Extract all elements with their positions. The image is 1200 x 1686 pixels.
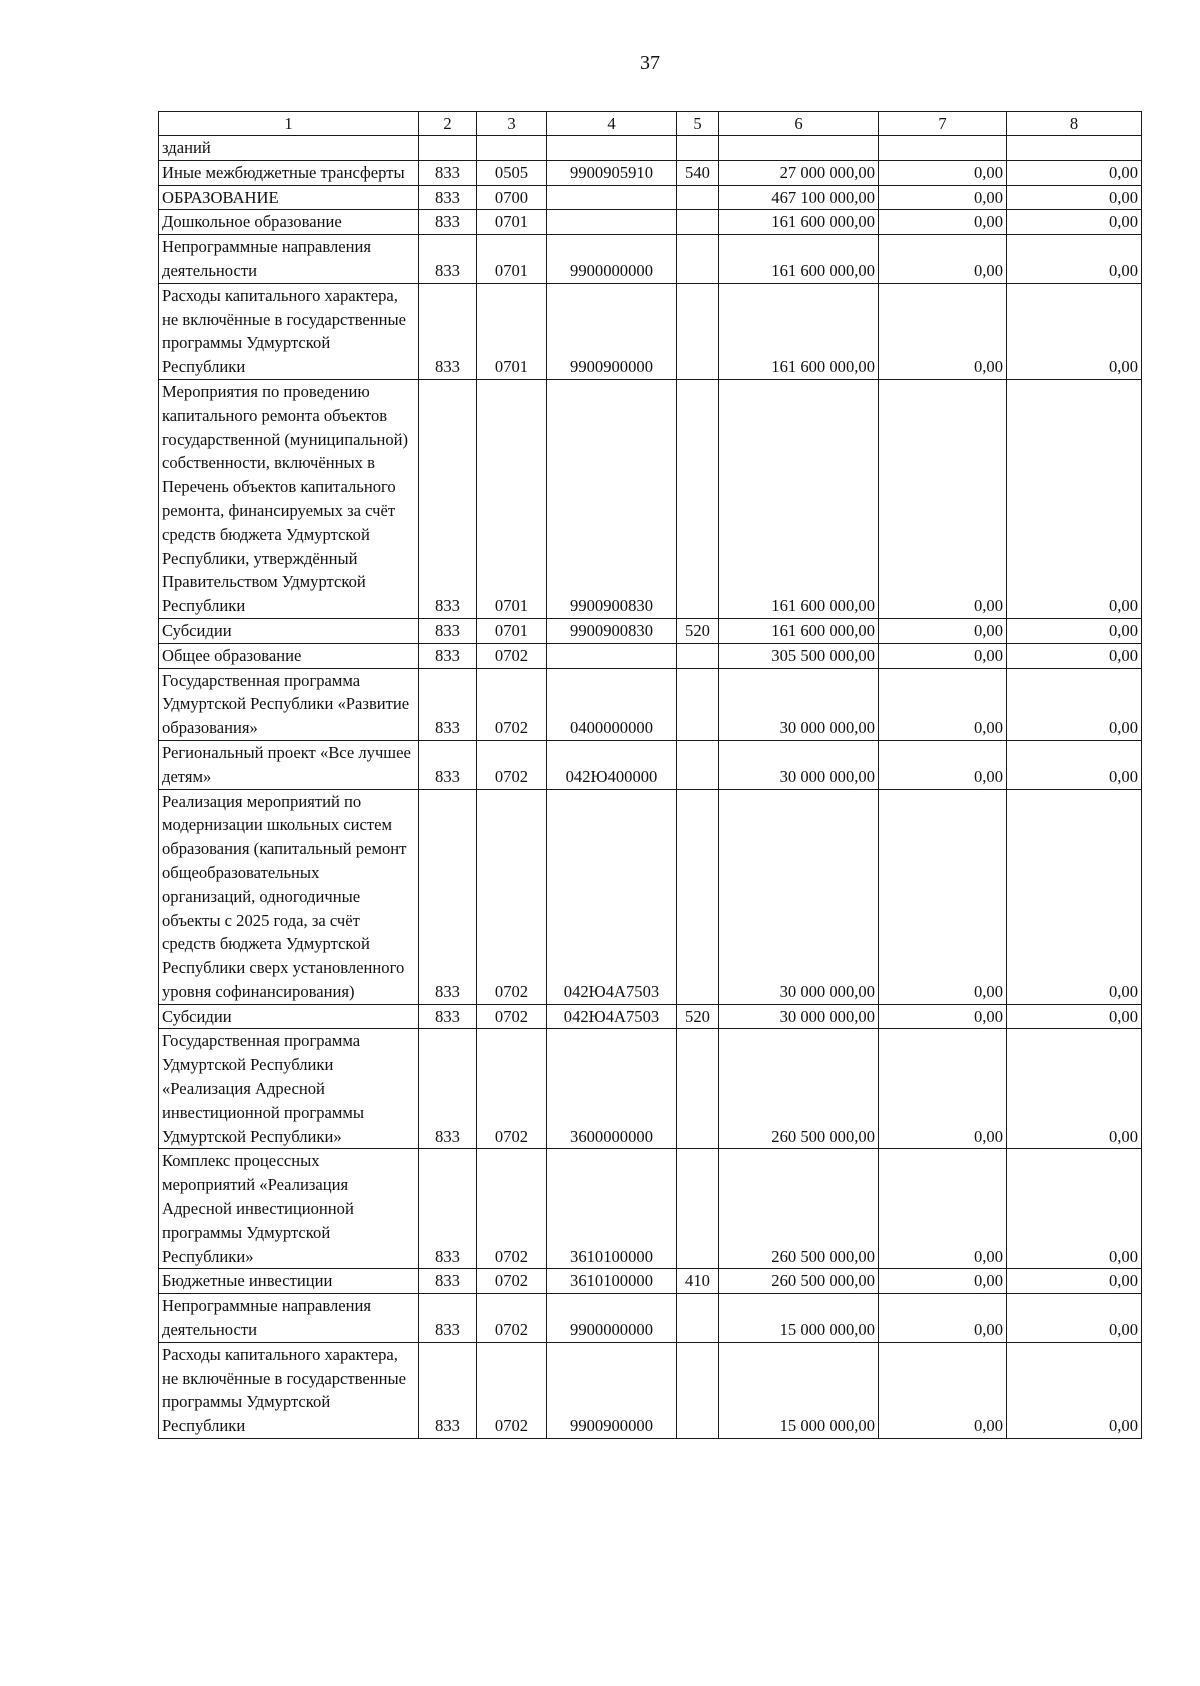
expense-type-cell — [677, 235, 719, 284]
table-row — [159, 283, 1142, 379]
chapter-code-cell: 833 — [419, 1294, 477, 1343]
amount-col7-cell — [879, 136, 1007, 161]
header-cell: 1 — [159, 112, 419, 136]
table-row — [159, 1004, 1142, 1029]
header-cell: 2 — [419, 112, 477, 136]
target-article-cell: 9900905910 — [547, 160, 677, 185]
amount-col8-cell: 0,00 — [1007, 210, 1142, 235]
chapter-code-cell: 833 — [419, 1149, 477, 1269]
table-row — [159, 136, 1142, 161]
section-code-cell: 0702 — [477, 1294, 547, 1343]
row-name-cell: Государственная программа Удмуртской Республики «Развитие образования» — [159, 668, 419, 740]
expense-type-cell — [677, 740, 719, 789]
table-row — [159, 210, 1142, 235]
row-name-cell: Комплекс процессных мероприятий «Реализация Адресной инвестиционной программы Удмуртской Республики» — [159, 1149, 419, 1269]
row-name-cell: Непрограммные направления деятельности — [159, 1294, 419, 1343]
section-code-cell: 0702 — [477, 1004, 547, 1029]
section-code-cell: 0701 — [477, 210, 547, 235]
amount-col6-cell: 15 000 000,00 — [719, 1294, 879, 1343]
section-code-cell: 0702 — [477, 668, 547, 740]
amount-col8-cell: 0,00 — [1007, 1149, 1142, 1269]
table-row — [159, 185, 1142, 210]
section-code-cell: 0701 — [477, 618, 547, 643]
chapter-code-cell: 833 — [419, 235, 477, 284]
amount-col6-cell: 260 500 000,00 — [719, 1029, 879, 1149]
target-article-cell — [547, 210, 677, 235]
row-name-cell: Государственная программа Удмуртской Республики «Реализация Адресной инвестиционной программы Удмуртской Республики» — [159, 1029, 419, 1149]
section-code-cell — [477, 136, 547, 161]
table-row — [159, 618, 1142, 643]
row-name-cell: Непрограммные направления деятельности — [159, 235, 419, 284]
amount-col6-cell: 467 100 000,00 — [719, 185, 879, 210]
header-cell: 6 — [719, 112, 879, 136]
expense-type-cell — [677, 210, 719, 235]
expense-type-cell — [677, 136, 719, 161]
amount-col7-cell: 0,00 — [879, 1029, 1007, 1149]
amount-col7-cell: 0,00 — [879, 210, 1007, 235]
expense-type-cell — [677, 1294, 719, 1343]
amount-col7-cell: 0,00 — [879, 160, 1007, 185]
target-article-cell — [547, 185, 677, 210]
expense-type-cell — [677, 379, 719, 618]
amount-col7-cell: 0,00 — [879, 1004, 1007, 1029]
amount-col8-cell: 0,00 — [1007, 283, 1142, 379]
amount-col7-cell: 0,00 — [879, 789, 1007, 1004]
expense-type-cell — [677, 1149, 719, 1269]
amount-col6-cell: 30 000 000,00 — [719, 789, 879, 1004]
target-article-cell: 3610100000 — [547, 1149, 677, 1269]
chapter-code-cell: 833 — [419, 618, 477, 643]
section-code-cell: 0505 — [477, 160, 547, 185]
amount-col7-cell: 0,00 — [879, 379, 1007, 618]
target-article-cell: 3600000000 — [547, 1029, 677, 1149]
table-row — [159, 740, 1142, 789]
target-article-cell: 9900000000 — [547, 235, 677, 284]
target-article-cell: 9900900000 — [547, 1342, 677, 1438]
target-article-cell: 9900000000 — [547, 1294, 677, 1343]
amount-col6-cell: 260 500 000,00 — [719, 1269, 879, 1294]
section-code-cell: 0702 — [477, 789, 547, 1004]
amount-col7-cell: 0,00 — [879, 740, 1007, 789]
amount-col7-cell: 0,00 — [879, 1294, 1007, 1343]
amount-col6-cell: 15 000 000,00 — [719, 1342, 879, 1438]
chapter-code-cell: 833 — [419, 185, 477, 210]
row-name-cell: Дошкольное образование — [159, 210, 419, 235]
header-cell: 4 — [547, 112, 677, 136]
amount-col6-cell: 27 000 000,00 — [719, 160, 879, 185]
chapter-code-cell: 833 — [419, 1342, 477, 1438]
table-row — [159, 1269, 1142, 1294]
amount-col8-cell: 0,00 — [1007, 1004, 1142, 1029]
amount-col7-cell: 0,00 — [879, 618, 1007, 643]
amount-col7-cell: 0,00 — [879, 668, 1007, 740]
table-row — [159, 379, 1142, 618]
amount-col6-cell: 161 600 000,00 — [719, 618, 879, 643]
amount-col8-cell: 0,00 — [1007, 1342, 1142, 1438]
section-code-cell: 0700 — [477, 185, 547, 210]
amount-col6-cell: 161 600 000,00 — [719, 235, 879, 284]
chapter-code-cell: 833 — [419, 1269, 477, 1294]
target-article-cell — [547, 643, 677, 668]
amount-col7-cell: 0,00 — [879, 283, 1007, 379]
section-code-cell: 0701 — [477, 283, 547, 379]
expense-type-cell: 520 — [677, 618, 719, 643]
chapter-code-cell: 833 — [419, 283, 477, 379]
chapter-code-cell: 833 — [419, 643, 477, 668]
header-cell: 7 — [879, 112, 1007, 136]
amount-col7-cell: 0,00 — [879, 235, 1007, 284]
header-cell: 8 — [1007, 112, 1142, 136]
amount-col6-cell: 30 000 000,00 — [719, 740, 879, 789]
expense-type-cell — [677, 668, 719, 740]
amount-col7-cell: 0,00 — [879, 1342, 1007, 1438]
target-article-cell: 0400000000 — [547, 668, 677, 740]
row-name-cell: Иные межбюджетные трансферты — [159, 160, 419, 185]
table-row — [159, 1029, 1142, 1149]
section-code-cell: 0702 — [477, 1342, 547, 1438]
expense-type-cell: 540 — [677, 160, 719, 185]
chapter-code-cell — [419, 136, 477, 161]
amount-col8-cell: 0,00 — [1007, 185, 1142, 210]
row-name-cell: Субсидии — [159, 618, 419, 643]
amount-col8-cell: 0,00 — [1007, 643, 1142, 668]
table-row — [159, 1342, 1142, 1438]
target-article-cell: 9900900000 — [547, 283, 677, 379]
section-code-cell: 0702 — [477, 740, 547, 789]
expense-type-cell — [677, 1029, 719, 1149]
section-code-cell: 0702 — [477, 1149, 547, 1269]
chapter-code-cell: 833 — [419, 1004, 477, 1029]
table-row — [159, 1294, 1142, 1343]
section-code-cell: 0701 — [477, 379, 547, 618]
amount-col6-cell: 161 600 000,00 — [719, 379, 879, 618]
amount-col6-cell — [719, 136, 879, 161]
table-row — [159, 668, 1142, 740]
row-name-cell: Реализация мероприятий по модернизации школьных систем образования (капитальный ремонт общеобразовательных организаций, одногодичные объекты с 2025 года, за счёт средств бюджета Удмуртской Республики сверх установленного уровня софинансирования) — [159, 789, 419, 1004]
amount-col8-cell: 0,00 — [1007, 668, 1142, 740]
amount-col8-cell: 0,00 — [1007, 160, 1142, 185]
table-row — [159, 643, 1142, 668]
row-name-cell: Субсидии — [159, 1004, 419, 1029]
amount-col6-cell: 305 500 000,00 — [719, 643, 879, 668]
amount-col8-cell: 0,00 — [1007, 618, 1142, 643]
amount-col8-cell: 0,00 — [1007, 1029, 1142, 1149]
row-name-cell: Расходы капитального характера, не включённые в государственные программы Удмуртской Республики — [159, 1342, 419, 1438]
chapter-code-cell: 833 — [419, 740, 477, 789]
target-article-cell — [547, 136, 677, 161]
chapter-code-cell: 833 — [419, 668, 477, 740]
expense-type-cell — [677, 789, 719, 1004]
amount-col7-cell: 0,00 — [879, 1149, 1007, 1269]
expense-type-cell — [677, 185, 719, 210]
budget-table — [158, 111, 1142, 1439]
chapter-code-cell: 833 — [419, 379, 477, 618]
expense-type-cell — [677, 283, 719, 379]
table-row — [159, 235, 1142, 284]
row-name-cell: Бюджетные инвестиции — [159, 1269, 419, 1294]
target-article-cell: 9900900830 — [547, 379, 677, 618]
header-cell: 5 — [677, 112, 719, 136]
expense-type-cell — [677, 1342, 719, 1438]
header-cell: 3 — [477, 112, 547, 136]
amount-col7-cell: 0,00 — [879, 1269, 1007, 1294]
section-code-cell: 0702 — [477, 1029, 547, 1149]
amount-col6-cell: 30 000 000,00 — [719, 668, 879, 740]
expense-type-cell: 520 — [677, 1004, 719, 1029]
amount-col6-cell: 260 500 000,00 — [719, 1149, 879, 1269]
row-name-cell: ОБРАЗОВАНИЕ — [159, 185, 419, 210]
amount-col7-cell: 0,00 — [879, 185, 1007, 210]
target-article-cell: 042Ю4А7503 — [547, 789, 677, 1004]
chapter-code-cell: 833 — [419, 160, 477, 185]
chapter-code-cell: 833 — [419, 1029, 477, 1149]
expense-type-cell — [677, 643, 719, 668]
row-name-cell: Общее образование — [159, 643, 419, 668]
section-code-cell: 0701 — [477, 235, 547, 284]
table-row — [159, 160, 1142, 185]
chapter-code-cell: 833 — [419, 210, 477, 235]
amount-col7-cell: 0,00 — [879, 643, 1007, 668]
table-row — [159, 1149, 1142, 1269]
section-code-cell: 0702 — [477, 643, 547, 668]
target-article-cell: 042Ю4А7503 — [547, 1004, 677, 1029]
table-row — [159, 789, 1142, 1004]
header-row — [159, 112, 1142, 136]
row-name-cell: Расходы капитального характера, не включённые в государственные программы Удмуртской Республики — [159, 283, 419, 379]
row-name-cell: Мероприятия по проведению капитального ремонта объектов государственной (муниципальной) собственности, включённых в Перечень объектов капитального ремонта, финансируемых за счёт средств бюджета Удмуртской Республики, утверждённый Правительством Удмуртской Республики — [159, 379, 419, 618]
page-number: 37 — [640, 52, 660, 74]
expense-type-cell: 410 — [677, 1269, 719, 1294]
chapter-code-cell: 833 — [419, 789, 477, 1004]
amount-col6-cell: 30 000 000,00 — [719, 1004, 879, 1029]
target-article-cell: 3610100000 — [547, 1269, 677, 1294]
target-article-cell: 9900900830 — [547, 618, 677, 643]
amount-col6-cell: 161 600 000,00 — [719, 283, 879, 379]
amount-col8-cell: 0,00 — [1007, 1294, 1142, 1343]
section-code-cell: 0702 — [477, 1269, 547, 1294]
amount-col6-cell: 161 600 000,00 — [719, 210, 879, 235]
row-name-cell: Региональный проект «Все лучшее детям» — [159, 740, 419, 789]
row-name-cell: зданий — [159, 136, 419, 161]
amount-col8-cell: 0,00 — [1007, 740, 1142, 789]
amount-col8-cell: 0,00 — [1007, 235, 1142, 284]
target-article-cell: 042Ю400000 — [547, 740, 677, 789]
amount-col8-cell: 0,00 — [1007, 789, 1142, 1004]
amount-col8-cell: 0,00 — [1007, 379, 1142, 618]
amount-col8-cell — [1007, 136, 1142, 161]
amount-col8-cell: 0,00 — [1007, 1269, 1142, 1294]
